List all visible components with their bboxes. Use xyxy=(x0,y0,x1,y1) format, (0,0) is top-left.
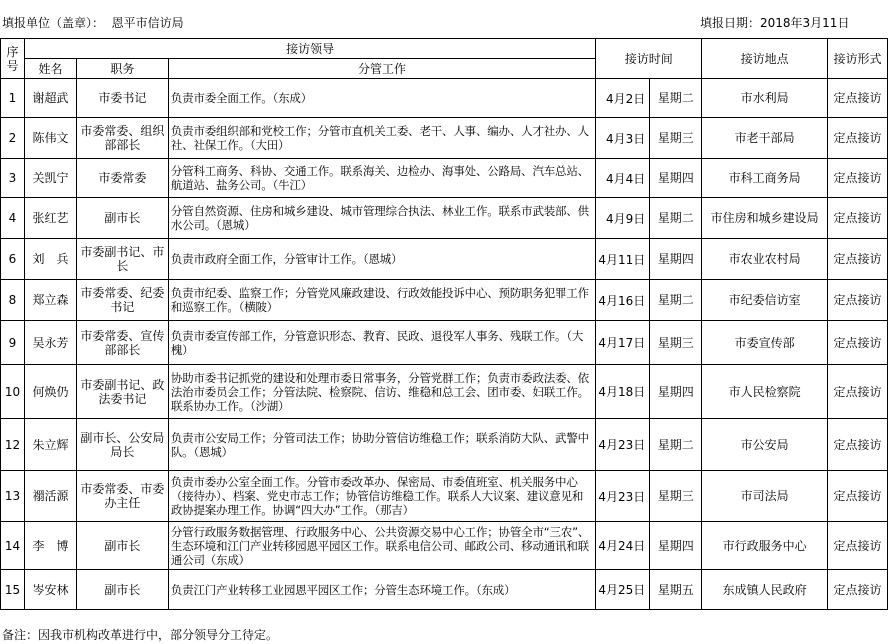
place-header: 接访地点 xyxy=(702,39,828,79)
table-row xyxy=(1,118,888,159)
row-place: 东成镇人民政府 xyxy=(702,570,828,610)
row-place: 市老干部局 xyxy=(702,118,828,159)
table-row xyxy=(1,522,888,570)
row-place: 市住房和城乡建设局 xyxy=(702,198,828,239)
row-weekday: 星期五 xyxy=(650,570,702,610)
row-name: 岑安林 xyxy=(24,570,76,610)
row-name: 何焕仍 xyxy=(24,365,76,419)
row-name: 禤活源 xyxy=(24,471,76,522)
row-seq: 1 xyxy=(1,79,25,118)
row-position: 副市长 xyxy=(76,570,168,610)
table-row xyxy=(1,159,888,198)
row-place: 市纪委信访室 xyxy=(702,280,828,321)
leader-group-header: 接访领导 xyxy=(24,39,595,59)
row-date: 4月2日 xyxy=(596,79,650,118)
row-position: 副市长 xyxy=(76,522,168,570)
report-date: 填报日期：2018年3月11日 xyxy=(700,16,850,30)
row-date: 4月17日 xyxy=(596,321,650,365)
row-duty: 负责市公安局工作；分管司法工作；协助分管信访维稳工作；联系消防大队、武警中队。（恩城） xyxy=(168,419,595,471)
report-header xyxy=(0,0,888,38)
row-seq: 2 xyxy=(1,118,25,159)
position-header: 职务 xyxy=(76,59,168,79)
row-date: 4月23日 xyxy=(596,419,650,471)
row-date: 4月24日 xyxy=(596,522,650,570)
table-row xyxy=(1,239,888,280)
row-place: 市公安局 xyxy=(702,419,828,471)
table-row xyxy=(1,365,888,419)
row-date: 4月3日 xyxy=(596,118,650,159)
row-duty: 负责市政府全面工作，分管审计工作。（恩城） xyxy=(168,239,595,280)
row-seq: 8 xyxy=(1,280,25,321)
table-row xyxy=(1,570,888,610)
row-form: 定点接访 xyxy=(828,118,888,159)
row-weekday: 星期四 xyxy=(650,522,702,570)
row-place: 市科工商务局 xyxy=(702,159,828,198)
row-position: 市委书记 xyxy=(76,79,168,118)
row-position: 市委副书记、市长 xyxy=(76,239,168,280)
row-name: 郑立森 xyxy=(24,280,76,321)
row-name: 朱立辉 xyxy=(24,419,76,471)
row-duty: 负责市委宣传部工作，分管意识形态、教育、民政、退役军人事务、残联工作。（大槐） xyxy=(168,321,595,365)
row-name: 张红艺 xyxy=(24,198,76,239)
row-seq: 3 xyxy=(1,159,25,198)
row-duty: 分管科工商务、科协、交通工作。联系海关、边检办、海事处、公路局、汽车总站、航道站、盐务公司。（牛江） xyxy=(168,159,595,198)
row-place: 市水利局 xyxy=(702,79,828,118)
row-form: 定点接访 xyxy=(828,522,888,570)
row-name: 陈伟文 xyxy=(24,118,76,159)
row-form: 定点接访 xyxy=(828,79,888,118)
table-row xyxy=(1,419,888,471)
row-position: 市委常委 xyxy=(76,159,168,198)
seq-header: 序号 xyxy=(1,39,25,79)
row-name: 李 博 xyxy=(24,522,76,570)
row-duty: 分管自然资源、住房和城乡建设、城市管理综合执法、林业工作。联系市武装部、供水公司。（恩城） xyxy=(168,198,595,239)
table-row xyxy=(1,280,888,321)
row-weekday: 星期三 xyxy=(650,321,702,365)
row-date: 4月25日 xyxy=(596,570,650,610)
row-position: 市委常委、纪委书记 xyxy=(76,280,168,321)
row-position: 副市长、公安局局长 xyxy=(76,419,168,471)
row-date: 4月23日 xyxy=(596,471,650,522)
row-seq: 4 xyxy=(1,198,25,239)
row-seq: 14 xyxy=(1,522,25,570)
row-seq: 15 xyxy=(1,570,25,610)
row-position: 市委常委、市委办主任 xyxy=(76,471,168,522)
row-seq: 13 xyxy=(1,471,25,522)
row-weekday: 星期四 xyxy=(650,365,702,419)
row-place: 市委宣传部 xyxy=(702,321,828,365)
reception-schedule-table xyxy=(0,38,888,610)
row-seq: 6 xyxy=(1,239,25,280)
table-body xyxy=(1,79,888,610)
row-date: 4月18日 xyxy=(596,365,650,419)
row-place: 市农业农村局 xyxy=(702,239,828,280)
row-place: 市司法局 xyxy=(702,471,828,522)
row-duty: 负责江门产业转移工业园恩平园区工作；分管生态环境工作。（东成） xyxy=(168,570,595,610)
row-weekday: 星期二 xyxy=(650,198,702,239)
row-date: 4月9日 xyxy=(596,198,650,239)
row-duty: 负责市委全面工作。（东成） xyxy=(168,79,595,118)
header-row-1 xyxy=(1,39,888,59)
row-date: 4月4日 xyxy=(596,159,650,198)
table-row xyxy=(1,198,888,239)
row-weekday: 星期二 xyxy=(650,419,702,471)
row-name: 吴永芳 xyxy=(24,321,76,365)
row-place: 市人民检察院 xyxy=(702,365,828,419)
row-seq: 9 xyxy=(1,321,25,365)
row-form: 定点接访 xyxy=(828,570,888,610)
row-seq: 10 xyxy=(1,365,25,419)
form-header: 接访形式 xyxy=(828,39,888,79)
row-date: 4月11日 xyxy=(596,239,650,280)
row-form: 定点接访 xyxy=(828,159,888,198)
table-row xyxy=(1,321,888,365)
row-position: 副市长 xyxy=(76,198,168,239)
row-form: 定点接访 xyxy=(828,239,888,280)
row-weekday: 星期四 xyxy=(650,239,702,280)
row-position: 市委常委、宣传部部长 xyxy=(76,321,168,365)
footnote: 备注：因我市机构改革进行中，部分领导分工待定。 xyxy=(2,628,279,642)
row-weekday: 星期三 xyxy=(650,471,702,522)
time-header: 接访时间 xyxy=(596,39,702,79)
row-duty: 协助市委书记抓党的建设和处理市委日常事务，分管党群工作；负责市委政法委、依法治市委员会工作；分管法院、检察院、信访、维稳和总工会、团市委、妇联工作。联系协办工作。（沙湖） xyxy=(168,365,595,419)
row-form: 定点接访 xyxy=(828,280,888,321)
name-header: 姓名 xyxy=(24,59,76,79)
row-name: 刘 兵 xyxy=(24,239,76,280)
row-form: 定点接访 xyxy=(828,365,888,419)
row-place: 市行政服务中心 xyxy=(702,522,828,570)
row-weekday: 星期二 xyxy=(650,280,702,321)
row-duty: 负责市委组织部和党校工作；分管市直机关工委、老干、人事、编办、人才社办、人社、社保工作。（大田） xyxy=(168,118,595,159)
row-duty: 负责市委办公室全面工作。分管市委改革办、保密局、市委值班室、机关服务中心（接待办）、档案、党史市志工作；协管信访维稳工作。联系人大议案、建议意见和政协提案办理工作。协调“四大办”工作。（那吉） xyxy=(168,471,595,522)
row-duty: 负责市纪委、监察工作；分管党风廉政建设、行政效能投诉中心、预防职务犯罪工作和巡察工作。（横陂） xyxy=(168,280,595,321)
row-name: 谢超武 xyxy=(24,79,76,118)
row-weekday: 星期三 xyxy=(650,118,702,159)
row-date: 4月16日 xyxy=(596,280,650,321)
duty-header: 分管工作 xyxy=(168,59,595,79)
row-position: 市委副书记、政法委书记 xyxy=(76,365,168,419)
row-seq: 12 xyxy=(1,419,25,471)
row-duty: 分管行政服务数据管理、行政服务中心、公共资源交易中心工作；协管全市“三农”、生态环境和江门产业转移园恩平园区工作。联系电信公司、邮政公司、移动通讯和联通公司（东成） xyxy=(168,522,595,570)
row-form: 定点接访 xyxy=(828,471,888,522)
row-position: 市委常委、组织部部长 xyxy=(76,118,168,159)
row-form: 定点接访 xyxy=(828,419,888,471)
row-form: 定点接访 xyxy=(828,321,888,365)
row-name: 关凯宁 xyxy=(24,159,76,198)
table-row xyxy=(1,471,888,522)
row-form: 定点接访 xyxy=(828,198,888,239)
row-weekday: 星期二 xyxy=(650,79,702,118)
reporting-unit: 填报单位（盖章）： 恩平市信访局 xyxy=(2,16,184,30)
table-row xyxy=(1,79,888,118)
row-weekday: 星期四 xyxy=(650,159,702,198)
